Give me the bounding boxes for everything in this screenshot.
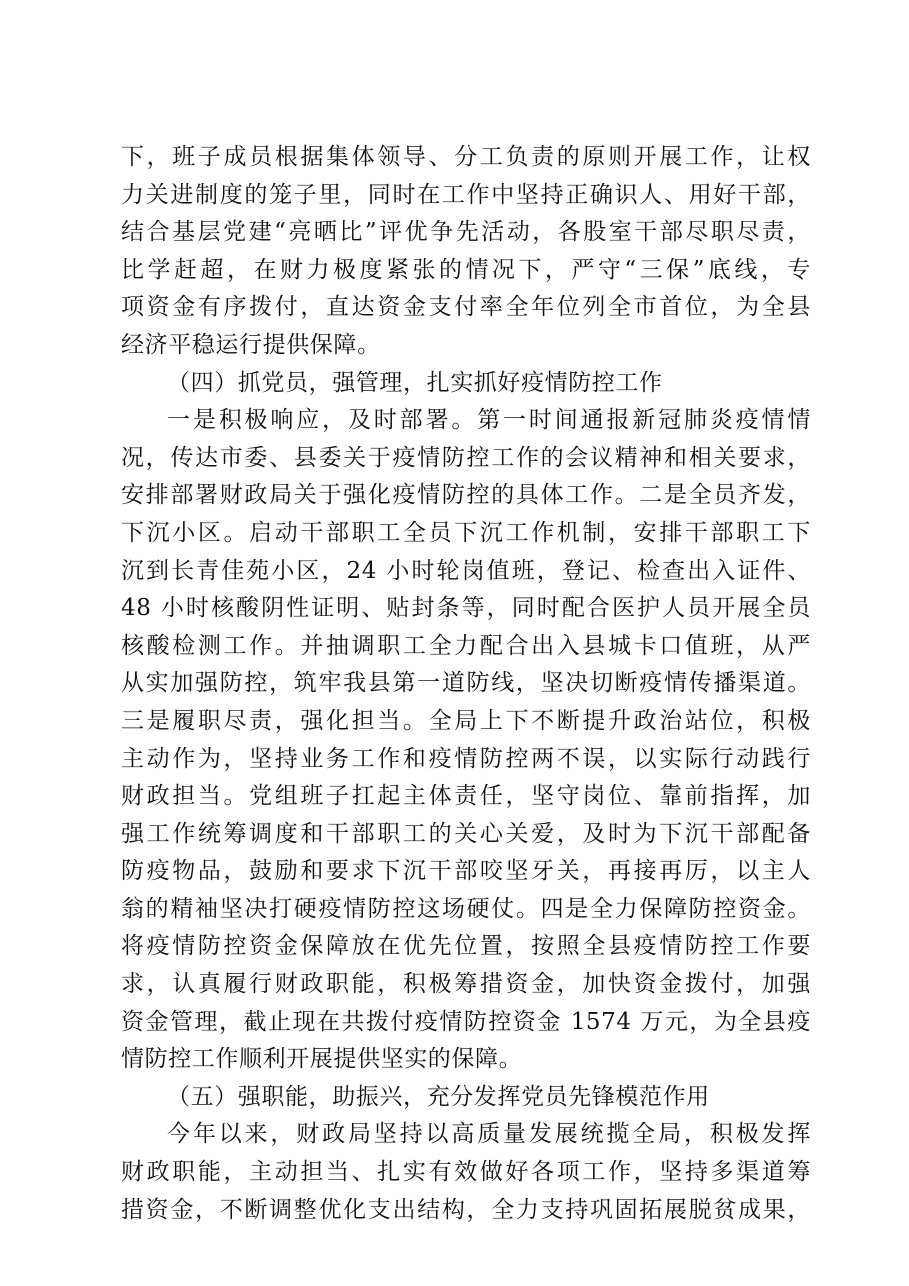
document-body <box>121 139 811 1229</box>
text-line: 下沉小区。启动干部职工全员下沉工作机制，安排干部职工下 <box>121 519 811 546</box>
text-line: 况，传达市委、县委关于疫情防控工作的会议精神和相关要求， <box>121 444 811 471</box>
text-line: 强工作统筹调度和干部职工的关心关爱，及时为下沉干部配备 <box>121 820 811 847</box>
text-line: 求，认真履行财政职能，积极筹措资金，加快资金拨付，加强 <box>121 971 811 998</box>
text-line: 翁的精袖坚决打硬疫情防控这场硬仗。四是全力保障防控资金。 <box>121 895 811 922</box>
text-line: 安排部署财政局关于强化疫情防控的具体工作。二是全员齐发， <box>121 482 811 509</box>
text-line: 资金管理，截止现在共拨付疫情防控资金 1574 万元，为全县疫 <box>121 1008 811 1035</box>
text-line: 经济平稳运行提供保障。 <box>121 331 381 358</box>
text-line: 沉到长青佳苑小区，24 小时轮岗值班，登记、检查出入证件、 <box>121 557 811 584</box>
text-line: 防疫物品，鼓励和要求下沉干部咬坚牙关，再接再厉，以主人 <box>121 858 811 885</box>
text-line: 财政职能，主动担当、扎实有效做好各项工作，坚持多渠道筹 <box>121 1159 811 1186</box>
text-line: 项资金有序拨付，直达资金支付率全年位列全市首位，为全县 <box>121 294 811 321</box>
text-line: 三是履职尽责，强化担当。全局上下不断提升政治站位，积极 <box>121 707 811 734</box>
text-line: 措资金，不断调整优化支出结构，全力支持巩固拓展脱贫成果， <box>121 1196 811 1223</box>
text-line: 比学赶超，在财力极度紧张的情况下，严守“三保”底线，专 <box>121 256 811 283</box>
paragraph-continuation <box>121 139 811 365</box>
text-line: 主动作为，坚持业务工作和疫情防控两不误，以实际行动践行 <box>121 745 811 772</box>
text-line: 48 小时核酸阴性证明、贴封条等，同时配合医护人员开展全员 <box>121 595 811 622</box>
text-line: 今年以来，财政局坚持以高质量发展统揽全局，积极发挥 <box>167 1121 811 1148</box>
section-heading-four: （四）抓党员，强管理，扎实抓好疫情防控工作 <box>167 369 663 396</box>
text-line: 情防控工作顺利开展提供坚实的保障。 <box>121 1046 523 1073</box>
text-line: 财政担当。党组班子扛起主体责任，坚守岗位、靠前指挥，加 <box>121 783 811 810</box>
text-line: 下，班子成员根据集体领导、分工负责的原则开展工作，让权 <box>121 144 811 170</box>
text-line: 从实加强防控，筑牢我县第一道防线，坚决切断疫情传播渠道。 <box>121 670 811 697</box>
text-line: 将疫情防控资金保障放在优先位置，按照全县疫情防控工作要 <box>121 933 811 960</box>
section-four-body <box>121 402 811 1079</box>
section-heading-five: （五）强职能，助振兴，充分发挥党员先锋模范作用 <box>167 1083 710 1110</box>
text-line: 力关进制度的笼子里，同时在工作中坚持正确识人、用好干部， <box>121 181 811 208</box>
text-line: 一是积极响应，及时部署。第一时间通报新冠肺炎疫情情 <box>167 407 811 434</box>
text-line: 结合基层党建“亮晒比”评优争先活动，各股室干部尽职尽责， <box>121 219 811 246</box>
section-five-body <box>121 1116 811 1229</box>
text-line: 核酸检测工作。并抽调职工全力配合出入县城卡口值班，从严 <box>121 632 811 659</box>
